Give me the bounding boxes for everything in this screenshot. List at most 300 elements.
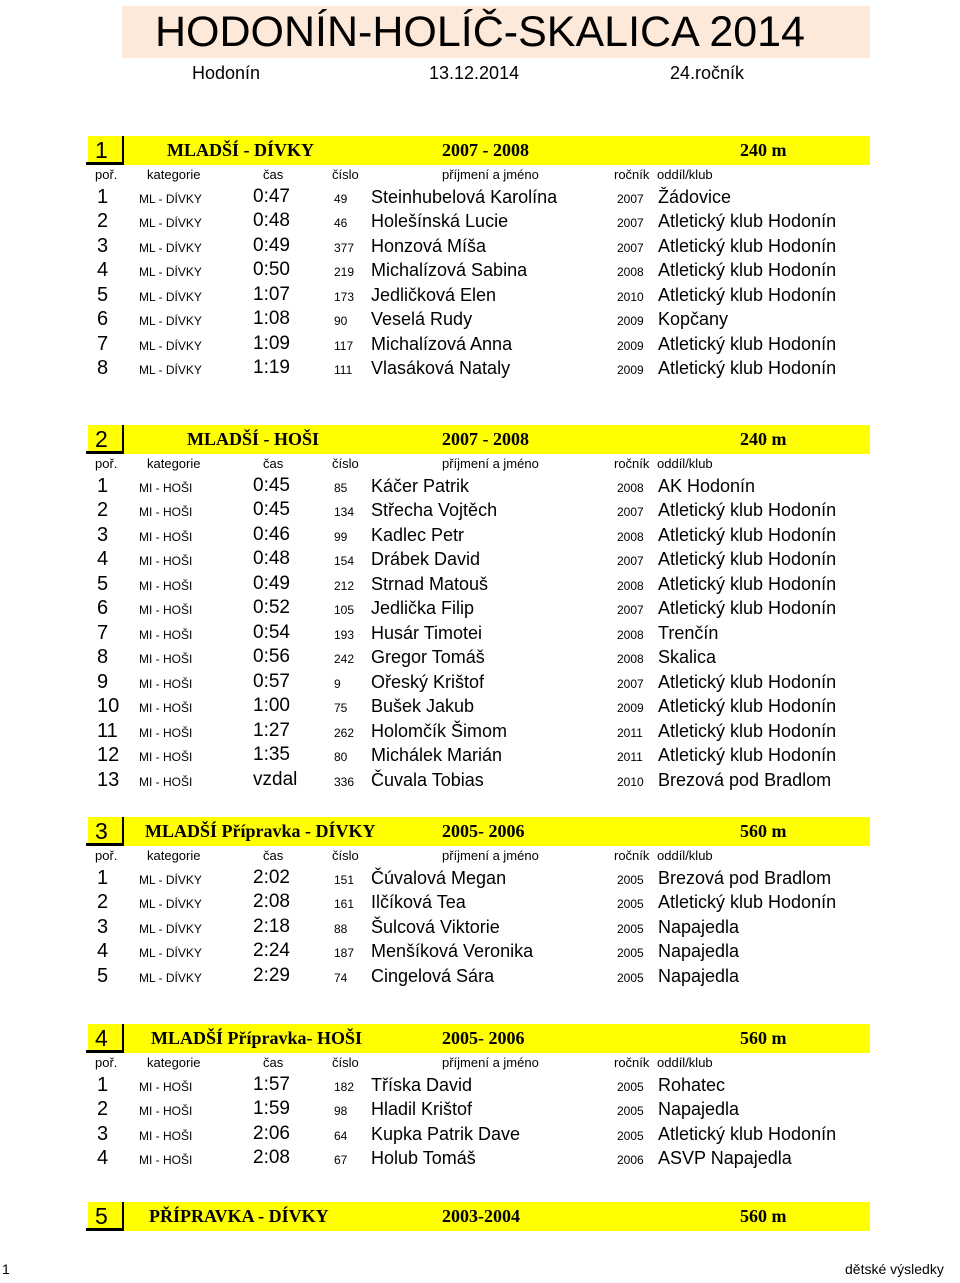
result-row [0,547,960,572]
section-distance: 560 m [740,1028,787,1048]
result-row [0,890,960,915]
result-row [0,596,960,621]
section-distance: 240 m [740,429,787,449]
result-year: 2007 [617,676,644,691]
result-time: 1:57 [253,1073,290,1095]
result-cat: MI - HOŠI [139,676,193,691]
result-time: 1:19 [253,357,290,378]
result-cat: ML - DÍVKY [139,363,202,377]
result-num: 105 [334,603,355,617]
result-year: 2010 [617,774,644,789]
result-row [0,743,960,768]
result-year: 2008 [617,265,644,279]
result-num: 219 [334,265,355,279]
column-header-year: ročník [614,456,650,471]
result-time: 0:48 [253,548,290,569]
column-header-cat: kategorie [147,167,201,182]
column-header-year: ročník [614,1055,650,1070]
result-num: 377 [334,240,355,255]
result-club: Atletický klub Hodonín [658,598,837,618]
result-time: 2:18 [253,915,290,937]
column-header-club: oddíl/klub [657,167,713,182]
page-title: HODONÍN-HOLÍČ-SKALICA 2014 [155,8,805,56]
result-name: Kadlec Petr [371,524,465,545]
result-club: Atletický klub Hodonín [658,235,837,256]
result-name: Jedlička Filip [371,598,475,618]
column-header-time: čas [263,1055,284,1070]
result-row [0,1072,960,1097]
result-pos: 7 [97,621,109,644]
result-pos: 1 [97,474,109,497]
result-row [0,356,960,381]
result-name: Kupka Patrik Dave [371,1123,521,1144]
result-cat: MI - HOŠI [139,554,193,568]
result-cat: MI - HOŠI [139,1153,193,1167]
result-cat: MI - HOŠI [139,701,193,715]
result-time: 0:54 [253,621,290,643]
result-year: 2006 [617,1153,644,1167]
section-number: 2 [95,426,108,452]
column-header-row [0,166,960,184]
result-name: Ilčíková Tea [371,892,466,912]
result-year: 2009 [617,363,644,377]
result-club: Napajedla [658,965,740,986]
result-cat: MI - HOŠI [139,627,193,642]
result-club: Atletický klub Hodonín [658,573,837,594]
section-number: 5 [95,1203,108,1229]
section-title: MLADŠÍ Přípravka- HOŠI [151,1028,363,1048]
result-name: Honzová Míša [371,235,487,256]
result-pos: 2 [97,210,109,232]
result-year: 2008 [617,578,644,593]
result-name: Vlasáková Nataly [371,358,511,378]
result-cat: MI - HOŠI [139,480,193,495]
section-distance: 240 m [740,140,787,160]
result-pos: 13 [97,768,120,791]
result-section [0,425,960,792]
result-name: Holešínská Lucie [371,211,509,231]
result-year: 2007 [617,505,644,519]
column-header-year: ročník [614,848,650,863]
result-cat: MI - HOŠI [139,750,193,764]
result-time: 2:02 [253,866,290,888]
result-time: 2:06 [253,1122,290,1144]
result-pos: 4 [97,548,109,570]
result-row [0,209,960,234]
result-pos: 7 [97,332,109,355]
result-year: 2005 [617,970,644,985]
column-header-club: oddíl/klub [657,848,713,863]
result-year: 2011 [617,750,643,764]
result-club: Atletický klub Hodonín [658,696,837,716]
result-cat: ML - DÍVKY [139,191,202,206]
result-time: 0:46 [253,523,290,545]
result-club: Atletický klub Hodonín [658,260,837,280]
section-distance: 560 m [740,1206,787,1226]
column-header-num: číslo [332,1055,359,1070]
result-name: Hladil Krištof [371,1099,473,1119]
result-name: Veselá Rudy [371,309,473,329]
result-pos: 2 [97,499,109,521]
result-cat: ML - DÍVKY [139,970,202,985]
result-row [0,718,960,743]
result-name: Čuvala Tobias [371,769,484,790]
result-row [0,669,960,694]
result-section [0,136,960,380]
result-year: 2005 [617,1079,644,1094]
event-date: 13.12.2014 [429,63,520,83]
result-time: 0:56 [253,646,290,667]
result-cat: MI - HOŠI [139,725,193,740]
column-header-time: čas [263,456,284,471]
result-num: 74 [334,970,348,985]
result-club: Napajedla [658,941,740,961]
section-title: MLADŠÍ Přípravka - DÍVKY [145,821,376,841]
column-header-cat: kategorie [147,456,201,471]
result-name: Husár Timotei [371,622,483,643]
result-pos: 3 [97,234,109,257]
result-time: 0:49 [253,572,290,594]
result-cat: ML - DÍVKY [139,314,202,328]
result-section [0,817,960,988]
result-pos: 1 [97,866,109,889]
result-name: Gregor Tomáš [371,647,485,667]
result-pos: 4 [97,259,109,281]
column-header-time: čas [263,167,284,182]
column-header-num: číslo [332,848,359,863]
result-num: 111 [334,363,353,377]
column-header-year: ročník [614,167,650,182]
section-years: 2007 - 2008 [442,140,529,160]
result-num: 182 [334,1079,355,1094]
result-time: 1:09 [253,332,290,354]
result-cat: MI - HOŠI [139,1128,193,1143]
result-num: 98 [334,1104,348,1118]
result-club: Atletický klub Hodonín [658,211,837,231]
column-header-row [0,847,960,865]
result-name: Menšíková Veronika [371,941,534,961]
result-pos: 8 [97,357,109,379]
result-year: 2011 [617,725,643,740]
result-row [0,645,960,670]
result-time: 2:29 [253,964,290,986]
section-years: 2005- 2006 [442,1028,525,1048]
result-time: 2:08 [253,1147,290,1168]
result-year: 2008 [617,627,644,642]
result-club: Atletický klub Hodonín [658,358,837,378]
result-num: 90 [334,314,348,328]
result-pos: 9 [97,670,109,693]
result-row [0,498,960,523]
result-cat: ML - DÍVKY [139,216,202,230]
result-year: 2009 [617,338,644,353]
result-name: Šulcová Viktorie [371,916,500,937]
page-number: 1 [2,1261,10,1277]
result-time: 1:00 [253,695,290,716]
result-num: 242 [334,652,355,666]
result-pos: 5 [97,572,109,595]
result-club: Napajedla [658,1099,740,1119]
result-club: Skalica [658,647,717,667]
result-section [0,1202,960,1250]
result-club: Napajedla [658,916,740,937]
result-club: Atletický klub Hodonín [658,1123,837,1144]
result-name: Michalízová Anna [371,333,513,354]
result-year: 2007 [617,240,644,255]
result-year: 2005 [617,1128,644,1143]
result-cat: MI - HOŠI [139,774,193,789]
result-club: ASVP Napajedla [658,1148,792,1168]
result-cat: MI - HOŠI [139,578,193,593]
result-club: Atletický klub Hodonín [658,524,837,545]
result-year: 2007 [617,603,644,617]
result-year: 2005 [617,946,644,960]
result-pos: 1 [97,1073,109,1096]
result-row [0,1121,960,1146]
column-header-name: příjmení a jméno [442,848,539,863]
result-num: 49 [334,191,348,206]
result-time: 1:08 [253,308,290,329]
result-time: 1:35 [253,744,290,765]
result-name: Michalízová Sabina [371,260,528,280]
result-name: Čúvalová Megan [371,867,507,888]
result-pos: 10 [97,695,120,717]
result-year: 2007 [617,191,644,206]
result-time: 0:45 [253,499,290,520]
result-time: 0:49 [253,234,290,256]
result-num: 262 [334,725,355,740]
column-header-pos: poř. [95,848,118,863]
result-pos: 2 [97,891,109,913]
result-year: 2008 [617,652,644,666]
result-year: 2005 [617,872,644,887]
result-time: 0:57 [253,670,290,692]
result-num: 151 [334,872,355,887]
result-name: Tříska David [371,1074,473,1095]
result-year: 2010 [617,289,644,304]
result-num: 85 [334,480,348,495]
section-distance: 560 m [740,821,787,841]
result-row [0,620,960,645]
result-num: 88 [334,921,348,936]
result-club: Atletický klub Hodonín [658,500,837,520]
result-num: 46 [334,216,348,230]
result-row [0,522,960,547]
result-cat: MI - HOŠI [139,652,193,666]
result-club: Atletický klub Hodonín [658,549,837,569]
result-time: 0:47 [253,185,290,207]
column-header-cat: kategorie [147,1055,201,1070]
section-title: PŘÍPRAVKA - DÍVKY [149,1206,329,1226]
result-time: 0:50 [253,259,290,280]
result-row [0,914,960,939]
result-club: Atletický klub Hodonín [658,284,837,305]
result-name: Steinhubelová Karolína [371,186,558,207]
result-name: Michálek Marián [371,745,503,765]
event-edition: 24.ročník [670,63,745,83]
result-row [0,963,960,988]
result-name: Strnad Matouš [371,573,489,594]
result-pos: 4 [97,1147,109,1169]
column-header-pos: poř. [95,456,118,471]
result-cat: MI - HOŠI [139,1079,193,1094]
result-cat: ML - DÍVKY [139,240,202,255]
result-time: 2:24 [253,940,290,961]
result-cat: ML - DÍVKY [139,265,202,279]
result-club: Atletický klub Hodonín [658,671,837,692]
result-club: Žádovice [658,186,732,207]
result-row [0,1146,960,1171]
column-header-name: příjmení a jméno [442,167,539,182]
result-club: Brezová pod Bradlom [658,867,832,888]
result-year: 2007 [617,216,644,230]
result-club: Rohatec [658,1074,726,1095]
result-num: 212 [334,578,355,593]
result-cat: ML - DÍVKY [139,289,202,304]
result-cat: MI - HOŠI [139,529,193,544]
result-name: Holomčík Šimom [371,720,508,741]
result-row [0,694,960,719]
result-row [0,331,960,356]
result-row [0,865,960,890]
result-pos: 4 [97,940,109,962]
section-years: 2005- 2006 [442,821,525,841]
result-year: 2008 [617,480,644,495]
column-header-club: oddíl/klub [657,456,713,471]
result-row [0,767,960,792]
result-row [0,233,960,258]
result-name: Bušek Jakub [371,696,475,716]
result-pos: 3 [97,1122,109,1145]
result-club: Kopčany [658,309,729,329]
result-num: 154 [334,554,355,568]
result-cat: ML - DÍVKY [139,338,202,353]
result-section [0,1024,960,1170]
result-num: 64 [334,1128,348,1143]
result-pos: 5 [97,283,109,306]
result-name: Střecha Vojtěch [371,500,498,520]
section-years: 2007 - 2008 [442,429,529,449]
footer-label: dětské výsledky [845,1261,944,1277]
result-year: 2007 [617,554,644,568]
result-cat: ML - DÍVKY [139,921,202,936]
column-header-time: čas [263,848,284,863]
result-num: 187 [334,946,355,960]
result-cat: ML - DÍVKY [139,897,202,911]
result-name: Káčer Patrik [371,475,470,496]
result-year: 2005 [617,921,644,936]
result-pos: 6 [97,597,109,619]
result-pos: 6 [97,308,109,330]
result-time: 1:07 [253,283,290,305]
result-year: 2005 [617,897,644,911]
column-header-row [0,1054,960,1072]
result-num: 80 [334,750,348,764]
column-header-name: příjmení a jméno [442,456,539,471]
column-header-name: příjmení a jméno [442,1055,539,1070]
result-num: 67 [334,1153,348,1167]
result-name: Jedličková Elen [371,284,497,305]
result-cat: MI - HOŠI [139,1104,193,1118]
column-header-pos: poř. [95,1055,118,1070]
result-row [0,307,960,332]
result-club: Brezová pod Bradlom [658,769,832,790]
result-time: 0:52 [253,597,290,618]
result-time: 1:59 [253,1098,290,1119]
result-club: Atletický klub Hodonín [658,333,837,354]
section-number: 1 [95,137,108,163]
result-num: 75 [334,701,348,715]
result-time: vzdal [253,768,298,790]
result-row [0,473,960,498]
result-year: 2009 [617,314,644,328]
column-header-pos: poř. [95,167,118,182]
result-num: 161 [334,897,355,911]
result-club: Atletický klub Hodonín [658,720,837,741]
result-pos: 11 [97,719,118,742]
result-num: 336 [334,774,355,789]
result-pos: 3 [97,523,109,546]
result-club: Atletický klub Hodonín [658,745,837,765]
section-number: 3 [95,818,108,844]
result-cat: ML - DÍVKY [139,946,202,960]
result-row [0,258,960,283]
result-time: 1:27 [253,719,290,741]
result-pos: 1 [97,185,109,208]
column-header-num: číslo [332,167,359,182]
column-header-club: oddíl/klub [657,1055,713,1070]
result-club: Atletický klub Hodonín [658,892,837,912]
result-pos: 5 [97,964,109,987]
result-year: 2005 [617,1104,644,1118]
column-header-num: číslo [332,456,359,471]
result-row [0,1097,960,1122]
result-num: 99 [334,529,348,544]
event-place: Hodonín [192,63,261,83]
result-cat: MI - HOŠI [139,603,193,617]
result-row [0,571,960,596]
section-number: 4 [95,1025,108,1051]
result-club: Trenčín [658,622,719,643]
result-pos: 8 [97,646,109,668]
result-name: Drábek David [371,549,481,569]
result-num: 117 [334,338,354,353]
result-club: AK Hodonín [658,475,756,496]
result-row [0,282,960,307]
result-row [0,939,960,964]
result-cat: MI - HOŠI [139,505,193,519]
result-cat: ML - DÍVKY [139,872,202,887]
result-num: 9 [334,676,341,691]
column-header-cat: kategorie [147,848,201,863]
column-header-row [0,455,960,473]
result-year: 2008 [617,529,644,544]
section-years: 2003-2004 [442,1206,520,1226]
result-name: Ořeský Krištof [371,671,485,692]
result-row [0,184,960,209]
result-name: Holub Tomáš [371,1148,476,1168]
result-num: 193 [334,627,355,642]
result-num: 134 [334,505,355,519]
result-time: 0:48 [253,210,290,231]
section-title: MLADŠÍ - HOŠI [187,429,320,449]
result-pos: 2 [97,1098,109,1120]
result-pos: 3 [97,915,109,938]
result-name: Cingelová Sára [371,965,495,986]
result-num: 173 [334,289,355,304]
result-pos: 12 [97,744,120,766]
result-time: 0:45 [253,474,290,496]
